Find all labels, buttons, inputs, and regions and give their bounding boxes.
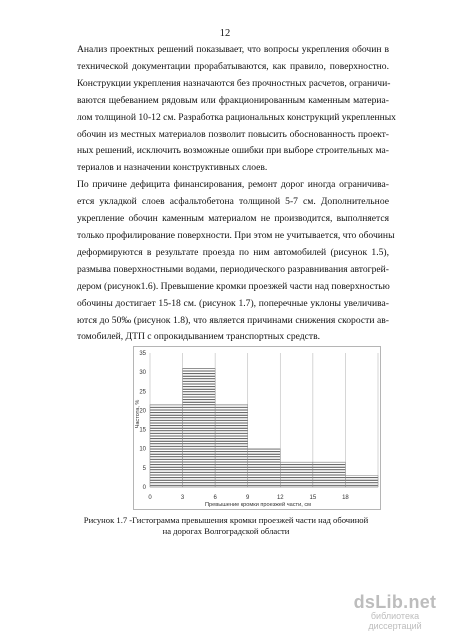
y-tick-label: 30 (139, 370, 146, 377)
y-tick-label: 35 (139, 351, 146, 357)
body-text (63, 42, 396, 346)
text-line: Конструкции укрепления назначаются без прочностных расчетов, ограничи- (77, 77, 391, 89)
x-tick-label: 0 (148, 495, 152, 501)
watermark (347, 592, 443, 631)
text-line: обочины достигает 15-18 см. (рисунок 1.7), поперечные уклоны увеличива- (77, 297, 389, 309)
text-line: укрепление обочин каменным материалом не производится, выполняется (77, 213, 389, 225)
caption-line: на дорогах Волгоградской области (162, 525, 290, 536)
histogram-bar (215, 405, 248, 487)
y-axis-label: Частота, % (135, 399, 141, 429)
x-tick-label: 9 (246, 495, 250, 501)
histogram-bar (345, 476, 378, 487)
text-line: териалов и назначении конструктивных слоев. (77, 162, 268, 174)
text-line: ваются щебеванием рядовым или фракционированным каменным материа- (77, 94, 389, 106)
y-tick-label: 0 (142, 485, 146, 491)
histogram-bar (248, 449, 281, 487)
x-axis-label: Превышение кромки проезжей части, см (205, 502, 311, 508)
text-line: обочин из местных материалов позволит повысить обоснованность проект- (77, 128, 389, 140)
watermark-subtitle: библиотека диссертаций (368, 611, 422, 631)
text-line: деформируются в результате проезда по ним автомобилей (рисунок 1.5), (77, 246, 389, 258)
paragraph-1 (63, 42, 396, 177)
x-tick-label: 3 (180, 495, 185, 501)
text-line: По причине дефицита финансирования, ремонт дорог иногда ограничива- (77, 179, 389, 191)
x-tick-label: 15 (309, 495, 317, 501)
text-line: ются до 50‰ (рисунок 1.8), что является причинами снижения скорости ав- (77, 314, 389, 326)
paragraph-2 (63, 177, 395, 346)
text-line: ется укладкой слоев асфальтобетона толщиной 5-7 см. Дополнительное (77, 196, 389, 208)
page-number: 12 (219, 28, 231, 39)
text-line: лом толщиной 10-12 см. Разработка рациональных конструкций укрепленных (77, 111, 396, 123)
y-tick-label: 15 (139, 427, 146, 434)
figure-caption (63, 515, 389, 536)
y-tick-label: 20 (139, 408, 146, 415)
histogram-bar (183, 368, 216, 487)
y-tick-label: 25 (139, 389, 146, 396)
caption-line: Рисунок 1.7 -Гистограмма превышения кромки проезжей части над обочиной (83, 515, 369, 525)
text-line: только профилирование поверхности. При этом не учитывается, что обочины (77, 229, 395, 241)
histogram-chart (133, 346, 381, 510)
text-line: дером (рисунок1.6). Превышение кромки проезжей части над поверхностью (77, 280, 390, 292)
y-tick-label: 10 (139, 446, 146, 453)
histogram-bar (280, 462, 313, 487)
text-line: технической документации прорабатываются, как правило, поверхностно. (77, 60, 389, 72)
histogram-bar (313, 462, 346, 487)
text-line: ных решений, исключить возможные ошибки при выборе строительных ма- (77, 145, 389, 157)
x-tick-label: 18 (342, 495, 349, 501)
y-tick-label: 5 (142, 465, 146, 472)
histogram-bar (150, 405, 183, 487)
x-tick-label: 6 (213, 495, 217, 501)
histogram-svg (134, 347, 380, 509)
x-tick-label: 12 (276, 495, 284, 501)
text-line: Анализ проектных решений показывает, что вопросы укрепления обочин в (77, 44, 389, 55)
text-line: томобилей, ДТП с опрокидыванием транспортных средств. (77, 331, 321, 343)
text-line: размыва поверхностными водами, периодического разравнивания автогрей- (77, 263, 389, 275)
watermark-logo: dsLib.net (353, 592, 437, 612)
